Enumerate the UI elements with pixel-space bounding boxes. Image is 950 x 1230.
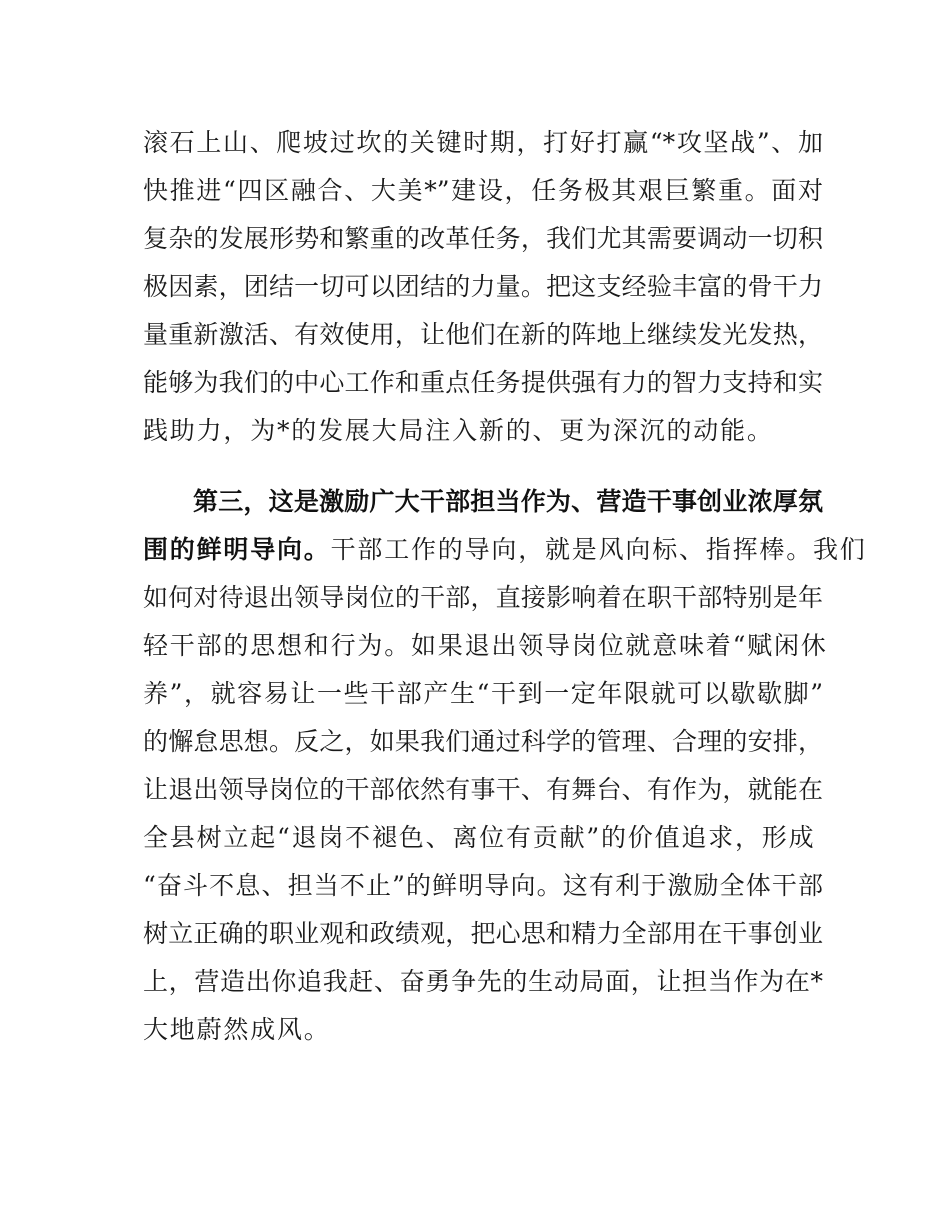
body-text-line: “奋斗不息、担当不止”的鲜明导向。这有利于激励全体干部: [143, 871, 823, 900]
body-text-line: 树立正确的职业观和政绩观，把心思和精力全部用在干事创业: [143, 919, 823, 948]
body-text-line: 量重新激活、有效使用，让他们在新的阵地上继续发光发热，: [143, 320, 823, 349]
body-text-line: 极因素，团结一切可以团结的力量。把这支经验丰富的骨干力: [143, 272, 823, 301]
mixed-heading-line: [143, 530, 867, 570]
body-text-line: 滚石上山、爬坡过坎的关键时期，打好打赢“*攻坚战”、加: [143, 128, 823, 157]
body-text-line: 的懈怠思想。反之，如果我们通过科学的管理、合理的安排，: [143, 727, 823, 756]
body-text-line: 轻干部的思想和行为。如果退出领导岗位就意味着“赋闲休: [143, 631, 828, 660]
body-text-line: 快推进“四区融合、大美*”建设，任务极其艰巨繁重。面对: [143, 176, 823, 205]
body-text-line: 养”，就容易让一些干部产生“干到一定年限就可以歇歇脚”: [143, 679, 823, 708]
body-text-line: 大地蔚然成风。: [143, 1015, 331, 1044]
section-heading-line: 第三，这是激励广大干部担当作为、营造干事创业浓厚氛: [193, 487, 823, 516]
body-text-line: 如何对待退出领导岗位的干部，直接影响着在职干部特别是年: [143, 583, 823, 612]
body-text-line: 上，营造出你追我赶、奋勇争先的生动局面，让担当作为在*: [143, 967, 823, 996]
section-heading-tail: 围的鲜明导向。: [143, 535, 331, 564]
body-text-line: 能够为我们的中心工作和重点任务提供强有力的智力支持和实: [143, 368, 823, 397]
body-text-line: 全县树立起“退岗不褪色、离位有贡献”的价值追求，形成: [143, 823, 816, 852]
body-text-line: 让退出领导岗位的干部依然有事干、有舞台、有作为，就能在: [143, 775, 823, 804]
body-text-fragment: 干部工作的导向，就是风向标、指挥棒。我们: [330, 535, 867, 564]
body-text-line: 复杂的发展形势和繁重的改革任务，我们尤其需要调动一切积: [143, 224, 823, 253]
body-text-line: 践助力，为*的发展大局注入新的、更为深沉的动能。: [143, 416, 774, 445]
